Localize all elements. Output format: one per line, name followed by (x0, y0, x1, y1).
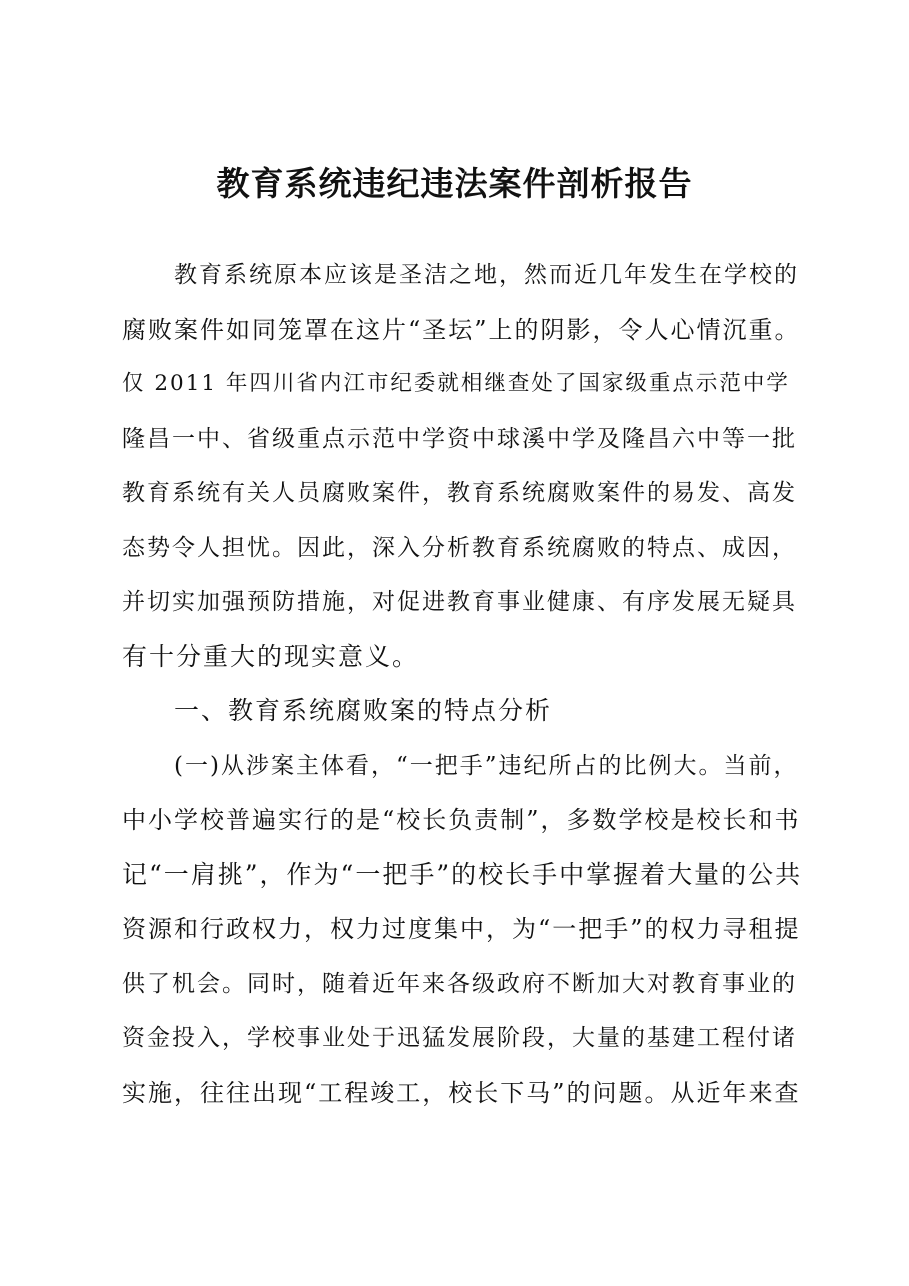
text-line: 态势令人担忧。因此，深入分析教育系统腐败的特点、成因， (122, 534, 797, 561)
text-line: (一)从涉案主体看，“一把手”违纪所占的比例大。当前， (174, 752, 799, 779)
text-line: 实施，往往出现“工程竣工，校长下马”的问题。从近年来查 (122, 1078, 801, 1107)
text-line: 并切实加强预防措施，对促进教育事业健康、有序发展无疑具 (122, 589, 797, 615)
text-line: 记“一肩挑”，作为“一把手”的校长手中掌握着大量的公共 (122, 859, 803, 889)
text-line: 教育系统有关人员腐败案件，教育系统腐败案件的易发、高发 (122, 480, 797, 506)
text-line: 有十分重大的现实意义。 (122, 641, 420, 671)
text-line: 隆昌一中、省级重点示范中学资中球溪中学及隆昌六中等一批 (122, 425, 797, 452)
section-heading: 一、教育系统腐败案的特点分析 (174, 696, 553, 725)
text-line: 腐败案件如同笼罩在这片“圣坛”上的阴影，令人心情沉重。 (122, 315, 801, 344)
text-line: 资金投入，学校事业处于迅猛发展阶段，大量的基建工程付诸 (122, 1025, 797, 1051)
text-line: 中小学校普遍实行的是“校长负责制”，多数学校是校长和书 (122, 806, 801, 834)
document-body (122, 248, 802, 1120)
text-line: 资源和行政权力，权力过度集中，为“一把手”的权力寻租提 (122, 915, 801, 943)
text-line: 供了机会。同时，随着近年来各级政府不断加大对教育事业的 (122, 970, 797, 997)
text-line: 仅 2011 年四川省内江市纪委就相继查处了国家级重点示范中学 (122, 371, 790, 396)
text-line: 教育系统原本应该是圣洁之地，然而近几年发生在学校的 (174, 262, 799, 288)
document-title: 教育系统违纪违法案件剖析报告 (216, 164, 693, 203)
